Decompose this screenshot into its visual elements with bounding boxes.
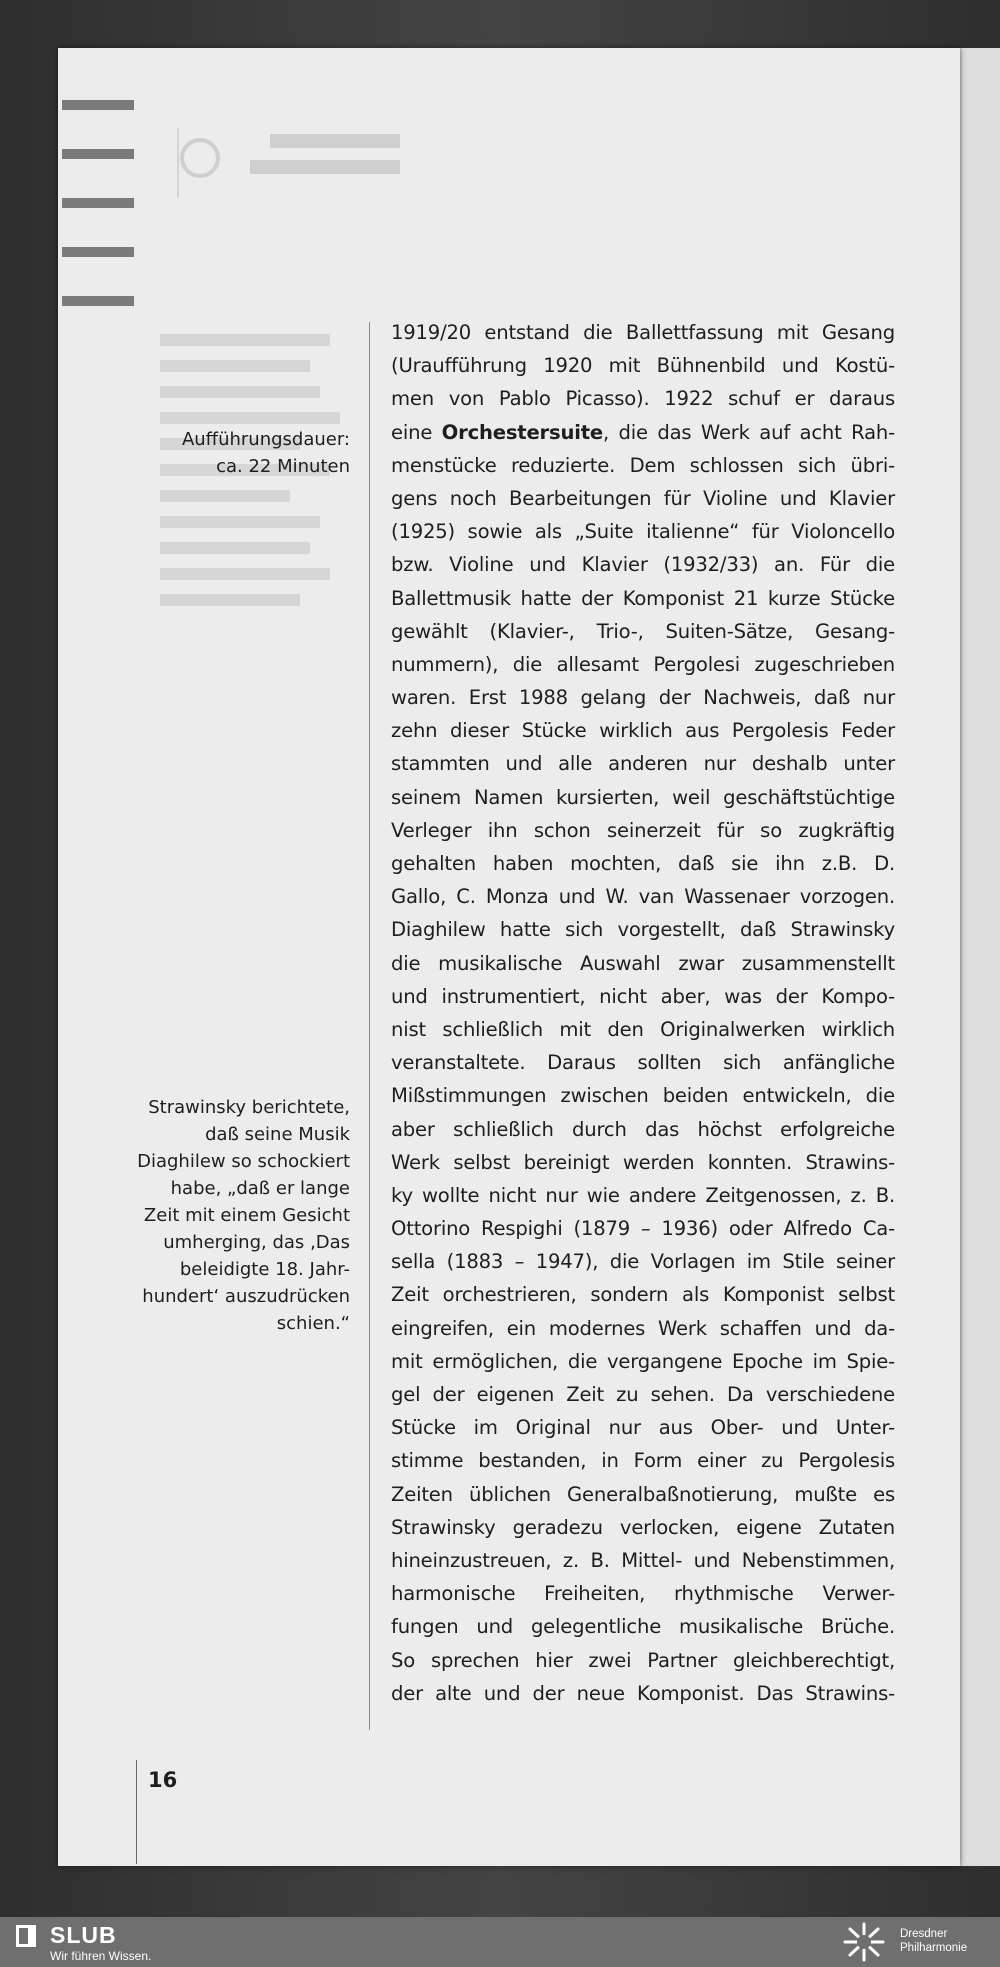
binding-mark xyxy=(62,198,134,208)
text-line: gehalten haben mochten, daß sie ihn z.B. D. xyxy=(391,852,895,875)
binding-mark xyxy=(62,100,134,110)
text-line: aber schließlich durch das höchst erfolgreiche xyxy=(391,1117,895,1141)
show-through-text xyxy=(140,330,350,718)
text-line: und instrumentiert, nicht aber, was der Kompo- xyxy=(391,984,895,1008)
dp-line-1: Dresdner xyxy=(900,1928,948,1940)
text-line: seinem Namen kursierten, weil geschäftstüchtige xyxy=(391,785,895,809)
binding-mark xyxy=(62,247,134,257)
text-line: (Uraufführung 1920 mit Bühnenbild und Kostü- xyxy=(391,354,895,378)
page-number: 16 xyxy=(148,1768,178,1792)
text-line: nummern), die allesamt Pergolesi zugeschrieben xyxy=(391,652,895,676)
binding-mark xyxy=(62,149,134,159)
text-line: mit ermöglichen, die vergangene Epoche im Spie- xyxy=(391,1349,895,1373)
text-line: die musikalische Auswahl zwar zusammenstellt xyxy=(391,951,895,975)
text-line: men von Pablo Picasso). 1922 schuf er daraus xyxy=(391,387,895,411)
text-line: eingreifen, ein modernes Werk schaffen und da- xyxy=(391,1316,895,1340)
text-line: nist schließlich mit den Originalwerken wirklich xyxy=(391,1017,895,1041)
text-line: ky wollte nicht nur wie andere Zeitgenossen, z. B. xyxy=(391,1183,895,1207)
text-line: menstücke reduzierte. Dem schlossen sich übri- xyxy=(391,453,895,477)
page-number-divider xyxy=(136,1760,137,1864)
main-text xyxy=(391,316,895,1710)
text-line: eine Orchestersuite, die das Werk auf acht Rah- xyxy=(391,420,895,444)
text-line: Ottorino Respighi (1879 – 1936) oder Alfredo Ca- xyxy=(391,1217,895,1241)
text-line: gens noch Bearbeitungen für Violine und Klavier xyxy=(391,486,895,510)
text-line: 1919/20 entstand die Ballettfassung mit Gesang xyxy=(391,321,895,344)
text-line: stimme bestanden, in Form einer zu Pergolesis xyxy=(391,1449,895,1473)
text-line: gel der eigenen Zeit zu sehen. Da verschiedene xyxy=(391,1383,895,1406)
text-line: (1925) sowie als „Suite italienne“ für Violoncello xyxy=(391,520,895,544)
text-line: zehn dieser Stücke wirklich aus Pergolesis Feder xyxy=(391,719,895,743)
text-line: Zeit orchestrieren, sondern als Komponist selbst xyxy=(391,1283,895,1307)
duration-note: Aufführungsdauer: ca. 22 Minuten xyxy=(181,429,350,477)
text-line: bzw. Violine und Klavier (1932/33) an. Für die xyxy=(391,553,895,577)
binding-mark xyxy=(62,296,134,306)
bold-term: Orchestersuite xyxy=(441,420,604,444)
text-line: fungen und gelegentliche musikalische Brüche. xyxy=(391,1615,895,1639)
footer-bar xyxy=(0,1917,1000,1967)
stravinsky-quote-note: Strawinsky berichtete, daß seine Musik Diaghilew so schockiert habe, „daß er lange Zeit mit einem Gesicht umherging, das ‚Das beleidigte 18. Jahr- hundert‘ auszudrücken schien.“ xyxy=(137,1097,350,1334)
text-line: Mißstimmungen zwischen beiden entwickeln, die xyxy=(391,1084,895,1108)
slub-tagline: Wir führen Wissen. xyxy=(50,1949,152,1963)
slub-name: SLUB xyxy=(50,1922,117,1948)
text-line: Werk selbst bereinigt werden konnten. Strawins- xyxy=(391,1150,895,1174)
text-line: stammten und alle anderen nur deshalb unter xyxy=(391,752,895,776)
show-through-logo xyxy=(150,128,400,198)
text-line: sella (1883 – 1947), die Vorlagen im Stile seiner xyxy=(391,1250,895,1274)
text-line: Strawinsky geradezu verlocken, eigene Zutaten xyxy=(391,1515,895,1539)
text-line: gewählt (Klavier-, Trio-, Suiten-Sätze, Gesang- xyxy=(391,619,895,643)
text-line: Verleger ihn schon seinerzeit für so zugkräftig xyxy=(391,818,895,842)
dp-line-2: Philharmonie xyxy=(900,1942,968,1954)
text-line: Gallo, C. Monza und W. van Wassenaer vorzogen. xyxy=(391,885,895,909)
text-line: Diaghilew hatte sich vorgestellt, daß Strawinsky xyxy=(391,918,895,942)
text-line: veranstaltete. Daraus sollten sich anfängliche xyxy=(391,1051,895,1075)
dresdner-philharmonie-logo-icon xyxy=(842,1922,886,1962)
text-line: Ballettmusik hatte der Komponist 21 kurze Stücke xyxy=(391,586,895,610)
text-line: waren. Erst 1988 gelang der Nachweis, daß nur xyxy=(391,686,895,710)
text-line: So sprechen hier zwei Partner gleichberechtigt, xyxy=(391,1648,895,1672)
show-through-logo-shape xyxy=(150,128,400,198)
slub-logo-icon xyxy=(16,1925,36,1947)
text-line: Zeiten üblichen Generalbaßnotierung, mußte es xyxy=(391,1482,895,1506)
dresdner-philharmonie-name xyxy=(900,1927,967,1955)
text-line: hineinzustreuen, z. B. Mittel- und Nebenstimmen, xyxy=(391,1548,895,1572)
text-line: harmonische Freiheiten, rhythmische Verwer- xyxy=(391,1582,895,1606)
binding-marks xyxy=(62,100,134,345)
text-line: Stücke im Original nur aus Ober- und Unter- xyxy=(391,1416,895,1440)
adjacent-page-edge xyxy=(960,48,1000,1866)
show-through-text-shape xyxy=(140,330,350,710)
column-divider xyxy=(369,322,370,1730)
text-line: der alte und der neue Komponist. Das Strawins- xyxy=(391,1681,895,1705)
